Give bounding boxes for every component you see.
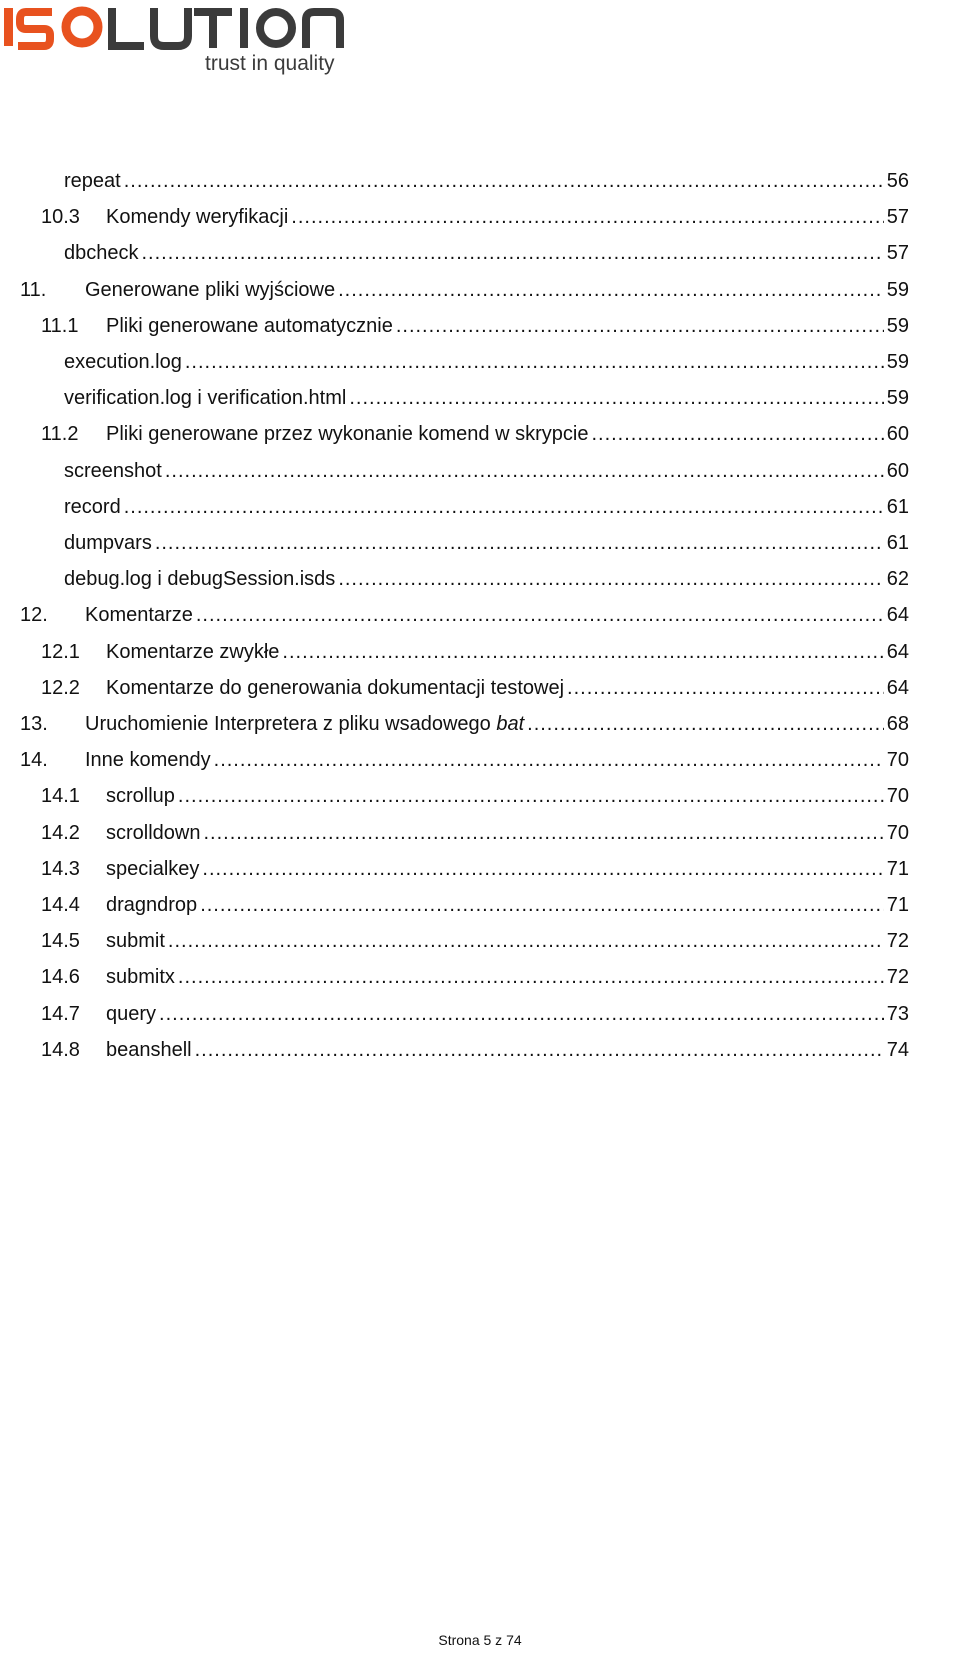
toc-dot-leader <box>195 1031 884 1069</box>
toc-entry-page: 64 <box>886 640 909 663</box>
toc-entry-title: Uruchomienie Interpretera z pliku wsadowego bat <box>85 713 525 735</box>
toc-entry-page: 68 <box>886 713 909 735</box>
toc-entry-page: 70 <box>886 785 909 808</box>
toc-entry-number: 13. <box>20 713 48 735</box>
toc-entry-number: 14.4 <box>41 894 80 916</box>
logo-tagline: trust in quality <box>205 52 335 75</box>
toc-entry[interactable] <box>0 958 960 996</box>
toc-entry[interactable] <box>0 343 960 381</box>
toc-dot-leader <box>142 234 884 272</box>
toc-entry-page: 59 <box>886 351 909 373</box>
toc-dot-leader <box>202 850 883 888</box>
toc-entry-page: 71 <box>886 894 909 916</box>
toc-entry-title: Pliki generowane automatycznie <box>106 314 393 337</box>
toc-dot-leader <box>185 343 884 381</box>
toc-entry-number: 14. <box>20 749 48 772</box>
toc-entry-page: 64 <box>886 604 909 627</box>
toc-entry-page: 60 <box>886 459 909 482</box>
toc-entry-title: submit <box>106 930 165 953</box>
toc-dot-leader <box>165 452 884 490</box>
toc-entry[interactable] <box>0 307 960 345</box>
toc-entry-title: scrolldown <box>106 821 201 844</box>
toc-entry-number: 12.2 <box>41 676 80 699</box>
toc-entry-page: 60 <box>886 423 909 446</box>
toc-entry-title: record <box>64 495 121 518</box>
toc-entry-title: Generowane pliki wyjściowe <box>85 278 336 301</box>
toc-dot-leader <box>338 271 884 309</box>
toc-entry-number: 14.7 <box>41 1002 80 1025</box>
toc-dot-leader <box>155 524 884 562</box>
toc-entry-page: 56 <box>886 170 909 192</box>
toc-entry[interactable] <box>0 271 960 309</box>
toc-entry-title: dragndrop <box>106 894 198 916</box>
toc-entry-page: 74 <box>886 1038 909 1061</box>
toc-dot-leader <box>196 596 884 634</box>
toc-entry-number: 14.8 <box>41 1038 80 1061</box>
toc-entry-number: 14.2 <box>41 821 80 844</box>
toc-entry[interactable] <box>0 234 960 272</box>
toc-dot-leader <box>567 669 884 707</box>
toc-entry-page: 72 <box>886 966 909 989</box>
toc-entry-title: beanshell <box>106 1038 192 1061</box>
toc-entry-title: debug.log i debugSession.isds <box>64 568 336 591</box>
page-number: Strona 5 z 74 <box>438 1632 522 1648</box>
toc-entry[interactable] <box>0 452 960 490</box>
toc-dot-leader <box>124 162 884 200</box>
toc-entry[interactable] <box>0 995 960 1033</box>
toc-entry-number: 12.1 <box>41 640 80 663</box>
toc-entry[interactable] <box>0 633 960 671</box>
toc-entry-page: 57 <box>886 206 909 229</box>
toc-entry-page: 70 <box>886 749 909 772</box>
toc-dot-leader <box>282 633 883 671</box>
toc-entry-number: 14.6 <box>41 966 80 989</box>
toc-dot-leader <box>338 560 883 598</box>
toc-entry[interactable] <box>0 524 960 562</box>
toc-dot-leader <box>168 922 884 960</box>
toc-entry[interactable] <box>0 669 960 707</box>
toc-entry-number: 14.1 <box>41 785 80 808</box>
toc-entry-number: 14.3 <box>41 857 80 880</box>
toc-entry[interactable] <box>0 1031 960 1069</box>
toc-entry-number: 10.3 <box>41 206 80 229</box>
toc-dot-leader <box>291 198 883 236</box>
toc-entry-title: verification.log i verification.html <box>64 387 347 410</box>
toc-entry-page: 57 <box>886 242 909 265</box>
toc-entry-title: specialkey <box>106 857 200 880</box>
toc-entry-page: 62 <box>886 568 909 591</box>
toc-entry-title: Inne komendy <box>85 749 211 772</box>
toc-dot-leader <box>527 705 884 743</box>
toc-entry-title: Pliki generowane przez wykonanie komend w skrypcie <box>106 423 589 446</box>
toc-entry[interactable] <box>0 560 960 598</box>
toc-entry-title: dumpvars <box>64 532 152 554</box>
toc-dot-leader <box>178 777 884 815</box>
toc-entry[interactable] <box>0 886 960 924</box>
toc-dot-leader <box>214 741 884 779</box>
toc-entry-title: screenshot <box>64 459 162 482</box>
toc-entry-title: Komentarze zwykłe <box>106 640 280 663</box>
toc-dot-leader <box>124 488 884 526</box>
toc-dot-leader <box>396 307 884 345</box>
toc-entry-title: repeat <box>64 170 121 192</box>
toc-entry[interactable] <box>0 922 960 960</box>
toc-entry[interactable] <box>0 741 960 779</box>
toc-entry[interactable] <box>0 379 960 417</box>
toc-entry-title: dbcheck <box>64 242 139 265</box>
toc-entry-title: Komendy weryfikacji <box>106 206 289 229</box>
toc-dot-leader <box>203 814 883 852</box>
toc-entry-number: 12. <box>20 604 48 627</box>
toc-entry[interactable] <box>0 777 960 815</box>
toc-entry-title: submitx <box>106 966 175 989</box>
toc-dot-leader <box>591 415 883 453</box>
toc-entry-number: 11.1 <box>41 314 79 337</box>
toc-entry-page: 61 <box>886 495 909 518</box>
toc-entry-page: 59 <box>886 314 909 337</box>
toc-entry[interactable] <box>0 850 960 888</box>
toc-entry-page: 72 <box>886 930 909 953</box>
toc-entry-page: 61 <box>886 532 909 554</box>
toc-entry-title: Komentarze do generowania dokumentacji testowej <box>106 676 565 699</box>
toc-entry-page: 64 <box>886 676 909 699</box>
toc-entry-title: Komentarze <box>85 604 193 627</box>
toc-entry[interactable] <box>0 596 960 634</box>
toc-entry[interactable] <box>0 814 960 852</box>
toc-entry[interactable] <box>0 198 960 236</box>
toc-entry[interactable] <box>0 162 960 200</box>
toc-entry-page: 59 <box>886 387 909 410</box>
toc-entry-title: execution.log <box>64 351 182 373</box>
toc-dot-leader <box>178 958 884 996</box>
toc-entry-page: 71 <box>886 857 909 880</box>
toc-entry-number: 14.5 <box>41 930 80 953</box>
toc-entry-title: scrollup <box>106 785 175 808</box>
toc-entry[interactable] <box>0 705 960 743</box>
toc-dot-leader <box>159 995 884 1033</box>
toc-entry-page: 73 <box>886 1002 909 1025</box>
isolution-logo <box>0 0 370 82</box>
toc-dot-leader <box>349 379 883 417</box>
toc-entry[interactable] <box>0 488 960 526</box>
toc-entry[interactable] <box>0 415 960 453</box>
toc-dot-leader <box>200 886 884 924</box>
toc-entry-page: 59 <box>886 278 909 301</box>
toc-entry-number: 11.2 <box>41 423 79 446</box>
toc-entry-page: 70 <box>886 821 909 844</box>
toc-entry-title: query <box>106 1002 157 1025</box>
toc-entry-number: 11. <box>20 278 47 301</box>
